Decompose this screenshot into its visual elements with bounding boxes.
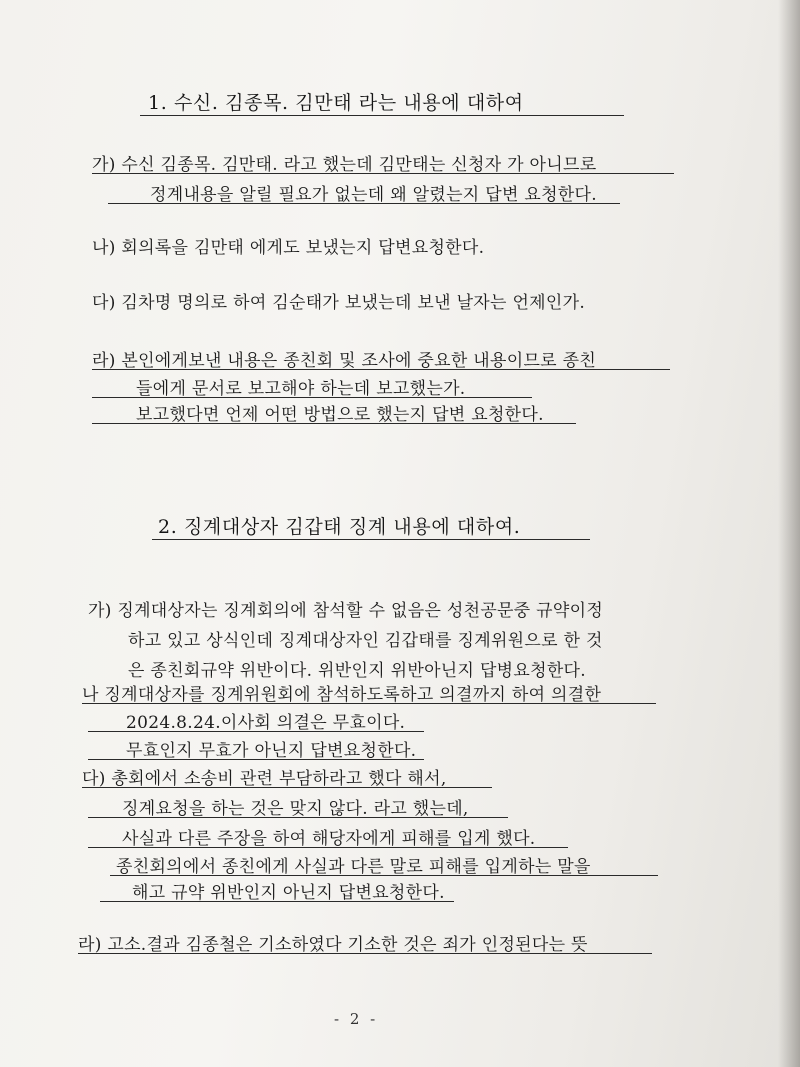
underline [82,703,656,704]
section-1-line: 들에게 문서로 보고해야 하는데 보고했는가. [136,379,466,399]
underline [92,397,532,398]
underline [88,817,508,818]
paper-shadow [778,0,800,1067]
section-2-line: 나 징계대상자를 징계위원회에 참석하도록하고 의결까지 하여 의결한 [82,685,602,705]
underline [92,369,670,370]
underline [92,423,576,424]
section-2-line: 사실과 다른 주장을 하여 해당자에게 피해를 입게 했다. [122,829,536,849]
underline [108,203,620,204]
section-2-line: 은 종친회규약 위반이다. 위반인지 위반아닌지 답병요청한다. [128,661,586,681]
section-2-line: 해고 규약 위반인지 아닌지 답변요청한다. [132,883,445,903]
section-2-line: 2024.8.24.이사회 의결은 무효이다. [126,713,406,733]
section-2-line: 라) 고소.결과 김종철은 기소하였다 기소한 것은 죄가 인정된다는 뜻 [78,935,588,955]
section-2-line: 가) 징계대상자는 징계회의에 참석할 수 없음은 성천공문중 규약이정 [88,601,604,621]
underline [88,731,424,732]
heading-underline [140,115,624,116]
section-1-line: 라) 본인에게보낸 내용은 종친회 및 조사에 중요한 내용이므로 종친 [92,351,597,371]
underline [88,759,424,760]
page-number: - 2 - [334,1010,379,1028]
underline [88,847,568,848]
section-1-line: 보고했다면 언제 어떤 방법으로 했는지 답변 요청한다. [136,405,544,425]
section-2-line: 하고 있고 상식인데 징계대상자인 김갑태를 징계위원으로 한 것 [128,631,603,651]
section-2-line: 종친회의에서 종친에게 사실과 다른 말로 피해를 입게하는 말을 [116,857,591,877]
underline [78,953,652,954]
underline [82,787,492,788]
section-2-line: 다) 총회에서 소송비 관련 부담하라고 했다 해서, [82,769,447,789]
section-2-line: 징계요청을 하는 것은 맞지 않다. 라고 했는데, [122,799,469,819]
section-2-heading: 2. 징계대상자 김갑태 징계 내용에 대하여. [158,516,521,538]
heading-underline [152,539,590,540]
section-2-line: 무효인지 무효가 아닌지 답변요청한다. [126,741,417,761]
underline [110,875,658,876]
section-1-line: 가) 수신 김종목. 김만태. 라고 했는데 김만태는 신청자 가 아니므로 [92,155,597,175]
underline [100,901,454,902]
section-1-line: 나) 회의록을 김만태 에게도 보냈는지 답변요청한다. [92,238,485,258]
underline [92,173,674,174]
section-1-heading: 1. 수신. 김종목. 김만태 라는 내용에 대하여 [148,92,524,114]
section-1-line: 다) 김차명 명의로 하여 김순태가 보냈는데 보낸 날자는 언제인가. [92,293,586,313]
section-1-line: 정계내용을 알릴 필요가 없는데 왜 알렸는지 답변 요청한다. [150,185,597,205]
